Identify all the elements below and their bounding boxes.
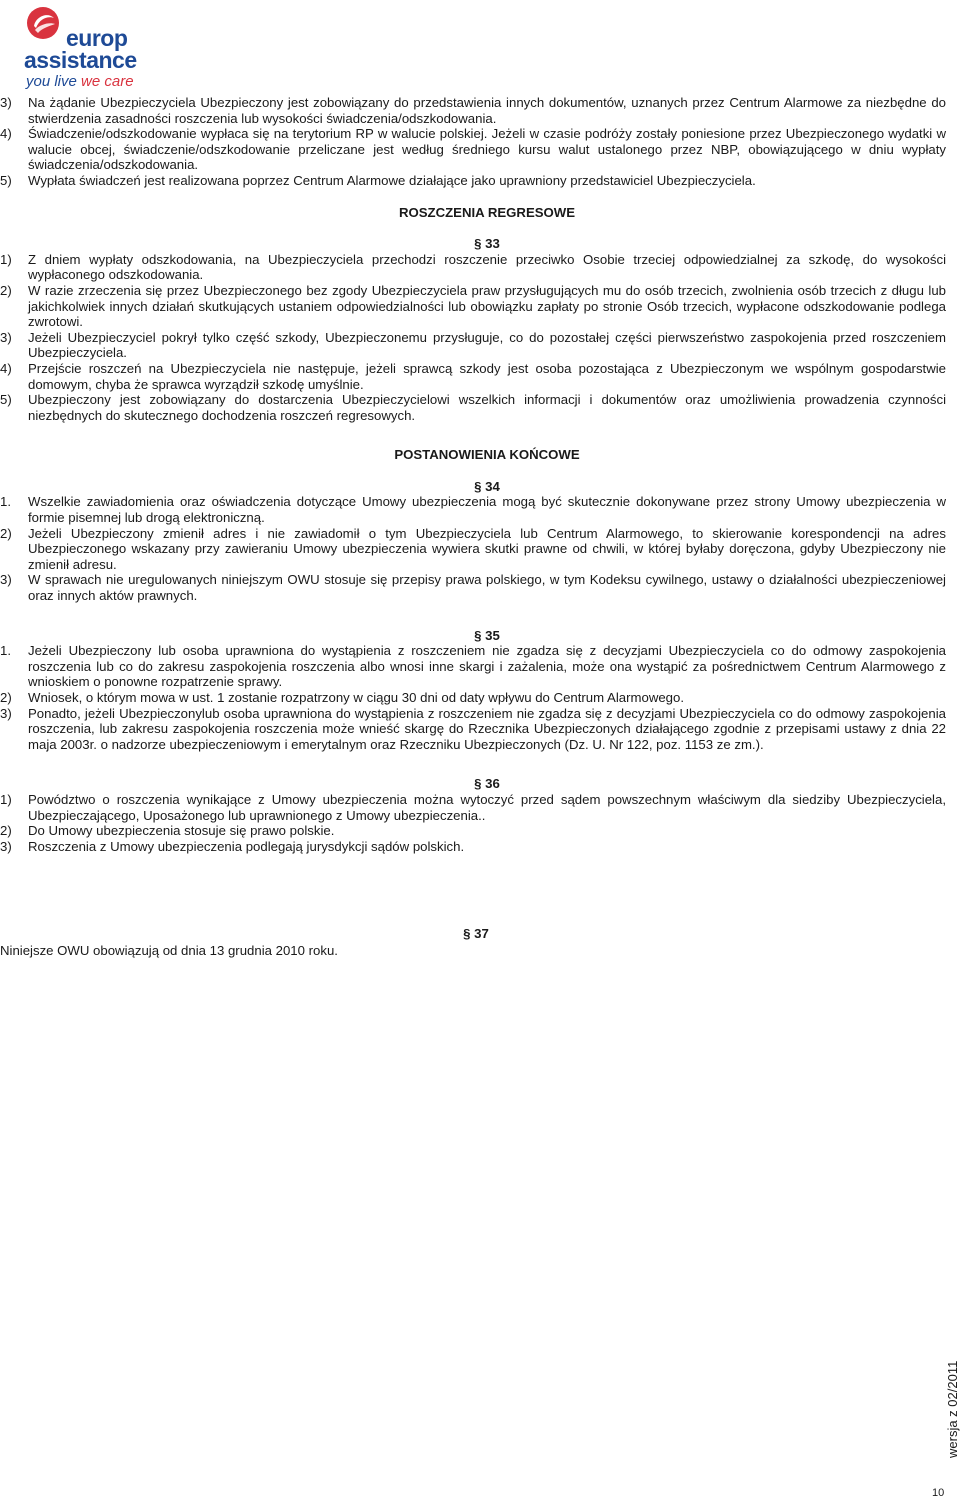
tagline-you-live: you live bbox=[26, 73, 77, 90]
item-text: Wszelkie zawiadomienia oraz oświadczenia dotyczące Umowy ubezpieczenia mogą być skutecznie dokonywane przez strony Umowy ubezpieczenia w formie pisemnej lub drogą elektroniczną. bbox=[28, 494, 946, 526]
item-number: 5) bbox=[0, 392, 12, 408]
list-item bbox=[0, 361, 946, 392]
item-text: Z dniem wypłaty odszkodowania, na Ubezpieczyciela przechodzi roszczenie przeciwko Osobie trzeciej odpowiedzialnej za szkodę, do wysokości wypłaconego odszkodowania. bbox=[28, 251, 946, 283]
item-number: 3) bbox=[0, 95, 12, 110]
item-text: Przejście roszczeń na Ubezpieczyciela nie następuje, jeżeli sprawcą szkody jest osoba pozostająca z Ubezpieczonym we wspólnym gospodarstwie domowym, chyba że sprawca wyrządził szkodę umyślnie. bbox=[28, 360, 946, 392]
document-body bbox=[0, 95, 946, 854]
logo-word-assistance: assistance bbox=[24, 47, 137, 73]
item-text: W sprawach nie uregulowanych niniejszym OWU stosuje się przepisy prawa polskiego, w tym Kodeksu cywilnego, ustawy o działalności ubezpieczeniowej oraz innych aktów prawnych. bbox=[28, 572, 946, 604]
item-text: Jeżeli Ubezpieczony zmienił adres i nie zawiadomił o tym Ubezpieczyciela lub Centrum Alarmowego, to skierowanie korespondencji na adres Ubezpieczonego wskazany przy zawieraniu Umowy ubezpieczenia wywiera skutki prawne od chwili, w której byłaby doręczona, gdyby Ubezpieczony nie zmienił adresu. bbox=[28, 525, 946, 572]
list-item bbox=[0, 643, 946, 690]
logo bbox=[20, 4, 150, 94]
version-label: wersja z 02/2011 bbox=[945, 1360, 960, 1458]
section-title-regress: ROSZCZENIA REGRESOWE bbox=[398, 204, 576, 220]
item-text: Do Umowy ubezpieczenia stosuje się prawo polskie. bbox=[28, 823, 335, 839]
list-item bbox=[0, 283, 946, 330]
item-number: 2) bbox=[0, 282, 12, 298]
item-text: Wniosek, o którym mowa w ust. 1 zostanie rozpatrzony w ciągu 30 dni od daty wpływu do Centrum Alarmowego. bbox=[28, 690, 685, 705]
tagline-we-care: we care bbox=[81, 73, 134, 90]
item-number: 5) bbox=[0, 172, 12, 188]
paragraph-heading-33: § 33 bbox=[474, 236, 500, 252]
item-number: 4) bbox=[0, 360, 12, 376]
item-number: 3) bbox=[0, 838, 12, 854]
item-text: Jeżeli Ubezpieczony lub osoba uprawniona do wystąpienia z roszczeniem nie zgadza się z decyzjami Ubezpieczyciela co do odmowy zaspokojenia roszczenia lub co do zakresu zaspokojenia roszczenia albo wnosi inne skargi i zażalenia, może ona wystąpić za pośrednictwem Centrum Alarmowego z wnioskiem o ponowne rozpatrzenie sprawy. bbox=[28, 643, 946, 690]
item-text: Jeżeli Ubezpieczyciel pokrył tylko część szkody, Ubezpieczonemu przysługuje, co do pozostałej części pierwszeństwo zaspokojenia przed roszczeniem Ubezpieczyciela. bbox=[28, 329, 946, 361]
list-item bbox=[0, 792, 946, 823]
list-item bbox=[0, 572, 946, 603]
europ-assistance-logo-icon bbox=[26, 6, 60, 40]
list-item bbox=[0, 95, 946, 126]
list-item bbox=[0, 330, 946, 361]
list-item bbox=[0, 392, 946, 423]
item-number: 1. bbox=[0, 494, 11, 510]
item-number: 3) bbox=[0, 329, 12, 345]
paragraph-heading-36: § 36 bbox=[474, 776, 500, 792]
list-item bbox=[0, 690, 946, 706]
item-text: Powództwo o roszczenia wynikające z Umowy ubezpieczenia można wytoczyć przed sądem powszechnym właściwym dla siedziby Ubezpieczyciela, Ubezpieczającego, Uposażonego lub uprawnionego z Umowy ubezpieczenia.. bbox=[28, 791, 946, 823]
paragraph-heading-34: § 34 bbox=[474, 478, 500, 494]
item-number: 3) bbox=[0, 705, 12, 721]
item-text: W razie zrzeczenia się przez Ubezpieczonego bez zgody Ubezpieczyciela praw przysługujących mu do osób trzecich, zwolnienia osób trzecich z długu lub jakichkolwiek innych działań skutkujących ustaniem odpowiedzialności lub obowiązku zapłaty po stronie Osób trzecich, wypłacone odszkodowanie podlega zwrotowi. bbox=[28, 282, 946, 330]
item-number: 4) bbox=[0, 126, 12, 142]
item-number: 2) bbox=[0, 690, 12, 705]
paragraph-heading-37: § 37 bbox=[463, 926, 489, 941]
item-number: 2) bbox=[0, 823, 12, 839]
paragraph-heading-35: § 35 bbox=[474, 627, 500, 643]
logo-tagline bbox=[26, 74, 134, 90]
item-number: 1) bbox=[0, 251, 12, 267]
item-text: Ubezpieczony jest zobowiązany do dostarczenia Ubezpieczycielowi wszelkich informacji i dokumentów oraz umożliwienia prowadzenia czynności niezbędnych do skutecznego dochodzenia roszczeń regresowych. bbox=[28, 392, 946, 423]
list-item bbox=[0, 823, 946, 839]
item-text: Świadczenie/odszkodowanie wypłaca się na terytorium RP w walucie polskiej. Jeżeli w czasie podróży zostały poniesione przez Ubezpieczonego wydatki w walucie obcej, świadczenie/odszkodowanie przeliczane jest według średniego kursu walut ustalonego przez NBP, obowiązującego w dniu wypłaty świadczenia/odszkodowania. bbox=[28, 126, 946, 173]
item-text: Wypłata świadczeń jest realizowana poprzez Centrum Alarmowe działające jako uprawniony przedstawiciel Ubezpieczyciela. bbox=[28, 172, 756, 188]
list-item bbox=[0, 706, 946, 753]
item-number: 2) bbox=[0, 525, 12, 541]
item-number: 1) bbox=[0, 791, 12, 807]
list-item bbox=[0, 494, 946, 525]
section-title-final-provisions: POSTANOWIENIA KOŃCOWE bbox=[394, 447, 580, 463]
list-item bbox=[0, 526, 946, 573]
list-item bbox=[0, 173, 946, 189]
page-number: 10 bbox=[932, 1487, 945, 1499]
logo-word-europ: europ bbox=[66, 25, 128, 51]
list-item bbox=[0, 839, 946, 855]
item-text: Ponadto, jeżeli Ubezpieczonylub osoba uprawniona do wystąpienia z roszczeniem nie zgadza się z decyzjami Ubezpieczyciela co do odmowy zaspokojenia roszczenia, lub zakresu zaspokojenia roszczenia może wnieść skargę do Rzecznika Ubezpieczonych działającego zgodnie z przepisami ustawy z dnia 22 maja 2003r. o nadzorze ubezpieczeniowym i emerytalnym oraz Rzeczniku Ubezpieczonych (Dz. U. Nr 122, poz. 1153 ze zm.). bbox=[28, 705, 946, 752]
list-item bbox=[0, 252, 946, 283]
item-number: 3) bbox=[0, 572, 12, 588]
effective-date-statement: Niniejsze OWU obowiązują od dnia 13 grudnia 2010 roku. bbox=[0, 943, 338, 958]
item-text: Na żądanie Ubezpieczyciela Ubezpieczony jest zobowiązany do przedstawienia innych dokumentów, uznanych przez Centrum Alarmowe za niezbędne do stwierdzenia zasadności roszczenia lub wysokości świadczenia/odszkodowania. bbox=[28, 95, 946, 126]
item-text: Roszczenia z Umowy ubezpieczenia podlegają jurysdykcji sądów polskich. bbox=[28, 838, 465, 854]
list-item bbox=[0, 126, 946, 173]
item-number: 1. bbox=[0, 643, 11, 659]
